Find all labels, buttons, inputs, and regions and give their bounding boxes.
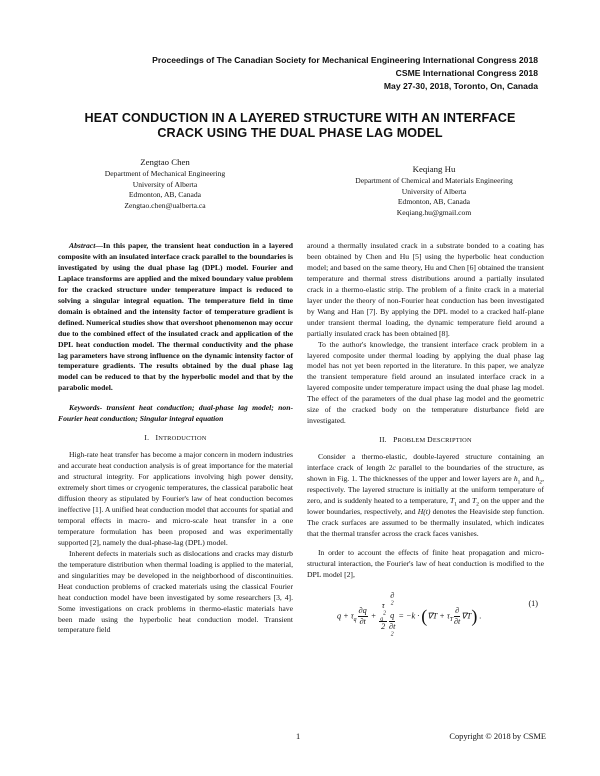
p1-part-e: denotes the Heaviside step function. The crack surfaces are assumed to be thermally insulated, which indicates that the thermal transfer across the crack faces vanishes. [307,506,544,538]
author1-email[interactable]: Zengtao.chen@ualberta.ca [124,200,206,210]
eq-plus3: + [437,611,447,621]
conference-header-line1: Proceedings of The Canadian Society for Mechanical Engineering International Congress 2018 [152,55,538,65]
var-c: c [392,463,396,473]
eq-tau2: τ [381,600,385,610]
var-h1: h [513,474,518,484]
eq-frac-ddt [454,606,460,627]
section1-initial: I [155,433,159,443]
section2-initial-2: D [427,435,433,445]
abstract-dash: — [95,241,103,250]
word-and-2: and [456,495,473,505]
equation-body [337,591,481,642]
eq-two: 2 [381,621,386,631]
eq-sub-T: T [449,616,453,623]
intro-paragraph-1: High-rate heat transfer has become a major concern in modern industries and accurate heat conduction analysis is of great importance for the material and structural integrity. For applications involving high power density, extremely short times or cryogenic temperatures, the classical parabolic heat diffusion theory as stipulated by Fourier's law of heat conduction becomes ineffective [1]. A unified heat conduction model that accounts for spatial and temporal effects in macro- and micro-scale heat transfer in a one temperature formulation has been proposed and was experimentally supported [2], namely the dual-phase-lag (DPL) model. [58,450,293,547]
author1-univ: University of Alberta [132,179,198,189]
eq-d2: ∂ [390,590,395,600]
var-h2: h [535,474,540,484]
eq-frac-d2q [389,591,395,642]
problem-paragraph-2: In order to account the effects of finite heat propagation and micro-structural interaction, the Fourier's law of heat conduction is modified to the DPL model [2], [307,547,544,579]
section2-heading [307,435,544,447]
section2-rest-2: ESCRIPTION [432,437,472,445]
eq-dt3: ∂t [453,616,461,626]
eq-num: ∂q [358,605,367,615]
author2-city: Edmonton, AB, Canada [397,197,471,206]
author2-block [318,163,550,218]
eq-sq3: 2 [390,630,394,637]
section2-rest-1: ROBLEM [397,437,428,445]
conference-header-line3: May 27-30, 2018, Toronto, On, Canada [383,81,538,91]
section1-rest: NTRODUCTION [158,435,207,443]
intro-paragraph-4: To the author's knowledge, the transient interface crack problem in a layered composite under thermal loading by applying the dual phase lag model has not yet been reported in the literature. In this paper, we analyze the transient temperature field around an insulated interface crack in a layered composite under temperature impact using the dual phase lag model. The effect of the parameters of the dual phase lag model and the geometric size of the cracked body on the temperature disturbance field are investigated. [307,339,544,426]
abstract-label: Abstract [69,241,96,250]
eq-sub-q: q [353,616,357,623]
eq-plus2: + [368,611,379,621]
author1-city: Edmonton, AB, Canada [128,190,202,199]
eq-tau: τ [350,611,354,621]
eq-grad: ∇T [427,611,438,621]
section1-heading [58,433,293,445]
author2-name: Keqiang Hu [412,164,456,174]
eq-q2: q [390,610,395,620]
title-line2: CRACK USING THE DUAL PHASE LAG MODEL [157,126,443,140]
left-column [58,241,293,636]
p1-part-b: parallel to the boundaries of the structure, as shown in Fig. 1. The thicknesses of the upper and lower layers are [307,463,544,484]
problem-paragraph-1 [307,452,544,540]
eq-lparen: ( [421,605,428,626]
eq-equals-k: = −k · [396,611,422,621]
eq-tau3: τ [446,611,450,621]
eq-q: q [337,611,342,621]
author2-email[interactable]: Keqiang.hu@gmail.com [396,207,472,217]
equation-1 [307,587,544,637]
p1-part-a: Consider a thermo-elastic, double-layered structure containing an interface crack of length 2 [307,452,544,473]
eq-sq: 2 [383,609,387,616]
section1-number: I. [144,433,150,443]
author1-dept: Department of Mechanical Engineering [104,169,226,178]
intro-paragraph-2: Inherent defects in materials such as dislocations and cracks may disturb the temperature distribution when thermal loading is applied to the material, and singularities may be developed in the neighborhood of discontinuities. Heat conduction problems of cracked materials using the classical Fourier heat conduction model have been investigated by some researchers [3, 4]. Some investigations on crack problems in thermo-elastic materials have been made using the hyperbolic heat conduction model. Transient temperature field [58,548,293,635]
eq-frac-dqdt [358,606,368,627]
eq-frac-tau2 [379,601,387,632]
sub-T2: 2 [476,501,479,508]
author1-block [70,156,260,211]
sub-2: 2 [539,479,543,486]
conference-header-line2: CSME International Congress 2018 [395,68,538,78]
eq-rparen: ) [471,605,478,626]
p1-part-c: , respectively. The layered structure is initially at the uniform temperature of zero, and is suddenly heated to a temperature, [307,474,544,505]
copyright: Copyright © 2018 by CSME [449,732,546,741]
var-T2: T [472,495,477,505]
right-column [307,241,544,637]
author2-univ: University of Alberta [401,186,467,196]
var-T1: T [449,495,455,505]
equation-number: (1) [528,598,538,608]
eq-dt2: ∂t [389,621,396,631]
abstract-text: In this paper, the transient heat conduction in a layered composite with an insulated interface crack parallel to the boundaries is investigated by using the dual phase lag (DPL) model. Fourier and Laplace transforms are applied and the mixed boundary value problem for the cracked structure under temperature impact is reduced to solving a singular integral equation. The temperature field in time domain is obtained and the intensity factor of temperature gradient is defined. Numerical studies show that overshoot phenomenon may occur due to the combined effect of the insulated crack and application of the DPL heat conduction model. The thermal conductivity and the phase lag parameters have strong influence on the dynamic intensity factor of temperature gradients. The results obtained by the dual phase lag model can be reduced to that by the hyperbolic model and that by the parabolic model. [58,241,293,393]
word-and: and [520,474,536,484]
eq-plus: + [341,611,351,621]
eq-den: ∂t [359,616,366,626]
page-number: 1 [296,732,301,741]
sub-T1: 1 [454,501,457,508]
author2-dept: Department of Chemical and Materials Engineering [355,176,513,185]
p1-part-d: on the upper and the lower boundaries, respectively, and [307,495,544,516]
abstract [58,241,293,394]
section2-initial-1: P [393,435,398,445]
eq-end: . [477,611,482,621]
keywords: Keywords- transient heat conduction; dual-phase lag model; non-Fourier heat conduction; Singular integral equation [58,403,293,424]
sub-1: 1 [517,479,521,486]
eq-sub-q2: q [380,616,384,623]
var-Ht: H(t) [417,506,431,516]
eq-d: ∂ [455,605,460,615]
eq-gradT: ∇T [461,611,472,621]
intro-paragraph-3: around a thermally insulated crack in a substrate bonded to a coating has been obtained by Chen and Hu [5] using the hyperbolic heat conduction model; and based on the same theory, Hu and Chen [6] obtained the transient temperature and thermal stress distributions around a partially insulated crack in a thermo-elastic strip. The problem of a finite crack in a material layer under the theory of non-Fourier heat conduction has been investigated by Wang and Han [7]. By applying the DPL model to a cracked half-plane under transient thermal loading, the dynamic temperature field around a partially insulated crack has been obtained [8]. [307,241,544,338]
section2-number: II. [379,435,387,445]
paper-title [60,111,540,141]
eq-sq2: 2 [390,599,394,606]
author1-name: Zengtao Chen [140,157,190,167]
title-line1: HEAT CONDUCTION IN A LAYERED STRUCTURE WITH AN INTERFACE [84,111,516,125]
